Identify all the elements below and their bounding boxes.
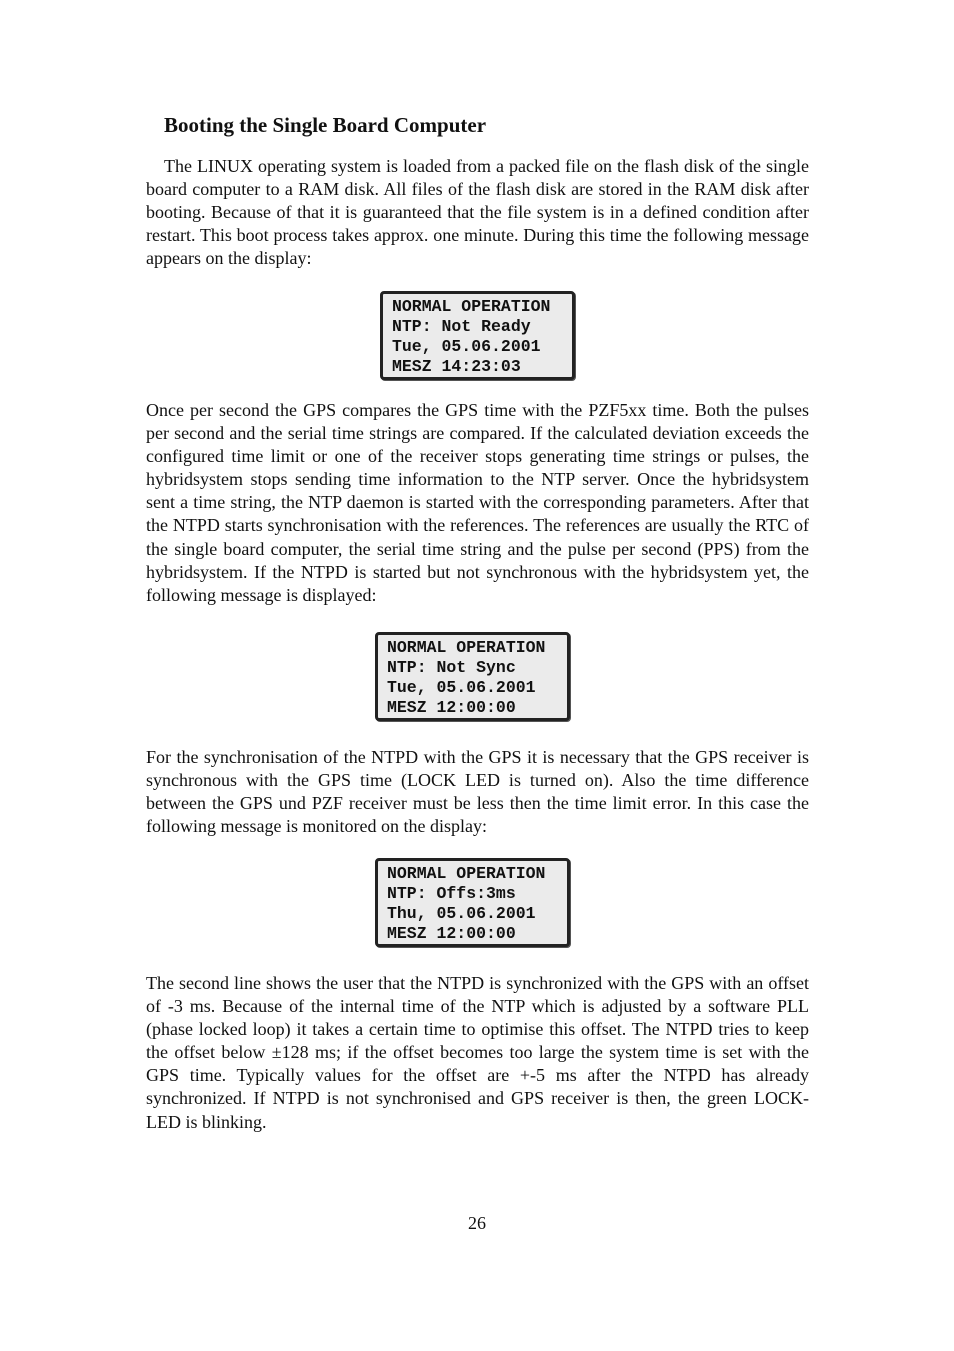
- lcd-line: NORMAL OPERATION: [387, 864, 546, 883]
- page-number: 26: [468, 1213, 486, 1233]
- paragraph-gps-comparison: Once per second the GPS compares the GPS time with the PZF5xx time. Both the pulses per second and the serial time strings are compared. If the calculated deviation exceeds the configured time limit or one of the receiver stops generating time strings or pulses, the hybridsystem stops sending time information to the NTP server. Once the hybridsystem sent a time string, the NTP daemon is started with the corresponding parameters. After that the NTPD starts synchronisation with the references. The references are usually the RTC of the single board computer, the serial time string and the pulse per second (PPS) from the hybridsystem. If the NTPD is started but not synchronous with the hybridsystem yet, the following message is displayed:: [146, 400, 809, 605]
- lcd-line: NTP: Offs:3ms: [387, 884, 516, 903]
- paragraph-boot-process: The LINUX operating system is loaded from a packed file on the flash disk of the single board computer to a RAM disk. All files of the flash disk are stored in the RAM disk after booting. Because of that it is guaranteed that the file system is in a defined condition after restart. This boot process takes approx. one minute. During this time the following message appears on the display:: [146, 156, 809, 269]
- paragraph-synchronisation: For the synchronisation of the NTPD with the GPS it is necessary that the GPS receiver is synchronous with the GPS time (LOCK LED is turned on). Also the time difference between the GPS und PZF receiver must be less then the time limit error. In this case the following message is monitored on the display:: [146, 747, 809, 837]
- lcd-display-not-ready: [380, 291, 575, 380]
- lcd-display-offset: [375, 858, 570, 947]
- lcd-line: NTP: Not Ready: [392, 317, 531, 336]
- lcd-line: Thu, 05.06.2001: [387, 904, 536, 923]
- lcd-display-not-sync: [375, 632, 570, 721]
- lcd-line: Tue, 05.06.2001: [392, 337, 541, 356]
- lcd-line: NTP: Not Sync: [387, 658, 516, 677]
- lcd-line: Tue, 05.06.2001: [387, 678, 536, 697]
- lcd-line: MESZ 12:00:00: [387, 698, 516, 717]
- lcd-line: NORMAL OPERATION: [387, 638, 546, 657]
- lcd-line: NORMAL OPERATION: [392, 297, 551, 316]
- lcd-line: MESZ 12:00:00: [387, 924, 516, 943]
- lcd-line: MESZ 14:23:03: [392, 357, 521, 376]
- section-heading: Booting the Single Board Computer: [164, 113, 487, 137]
- paragraph-offset-explanation: The second line shows the user that the NTPD is synchronized with the GPS with an offset of -3 ms. Because of the internal time of the NTP which is adjusted by a software PLL (phase locked loop) it takes a certain time to optimise this offset. The NTPD tries to keep the offset below ±128 ms; if the offset becomes too large the system time is set with the GPS time. Typically values for the offset are +-5 ms after the NTPD has already synchronized. If NTPD is not synchronised and GPS receiver is then, the green LOCK-LED is blinking.: [146, 973, 809, 1132]
